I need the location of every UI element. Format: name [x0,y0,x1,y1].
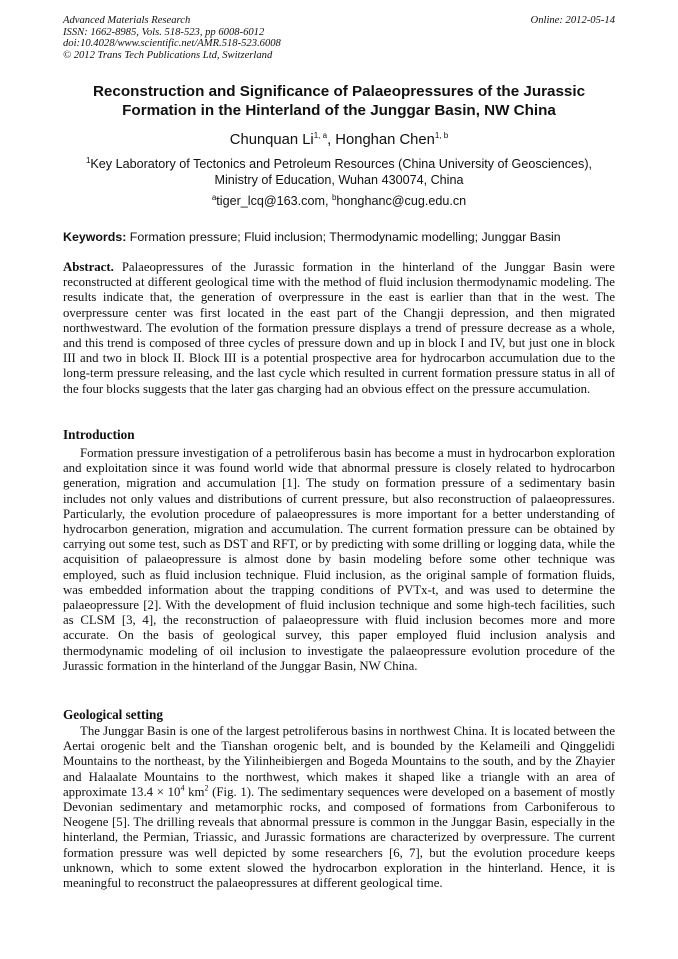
author-name: Honghan Chen [335,132,435,148]
abstract-label: Abstract. [63,260,114,274]
section-heading-introduction: Introduction [63,427,135,442]
geological-setting-paragraph [63,724,615,891]
journal-name: Advanced Materials Research [63,15,191,26]
abstract-text: Palaeopressures of the Jurassic formation in the hinterland of the Junggar Basin were reconstructed at different geological time with the method of fluid inclusion thermodynamic modeling. The results indicate that, the generation of overpressure in the east is earlier than that in the west. The overpressure center was first located in the east part of the Changji depression, and then migrated northwestward. The evolution of the formation pressure displays a trend of pressure decrease as a whole, and this trend is composed of three cycles of pressure down and up in block I and IV, but just one in block III and two in block II. Block III is a potential prospective area for hydrocarbon accumulation due to the long-term pressure releasing, and the last cycle which resulted in current formation pressure status in all of the four blocks suggests that the later gas charging had an obvious effect on the pressure accumulation. [63,260,615,396]
keywords [63,229,615,245]
paper-title: Reconstruction and Significance of Palaeopressures of the Jurassic Formation in the Hinterland of the Junggar Basin, NW China [92,83,586,119]
introduction-paragraph: Formation pressure investigation of a petroliferous basin has become a must in hydrocarbon exploration and exploitation since it was found world wide that abnormal pressure is closely related to hydrocarbon generation, migration and accumulation [1]. The study on formation pressure of a sedimentary basin includes not only values and distributions of current pressure, but also reconstruction of palaeopressures. Particularly, the evolution procedure of palaeopressures is more important for a better understanding of hydrocarbon generation, migration and accumulation. The current formation pressure can be obtained by carrying out some test, such as DST and RFT, or by predicting with some drilling or logging data, while the acquisition of palaeopressure is almost done by basin modeling before some other technique was employed, such as fluid inclusion technique. Fluid inclusion, as the original sample of formation fluids, was embedded information about the trapping conditions of PVTx-t, and was used to determine the palaeopressure [2]. With the development of fluid inclusion technique and some high-tech facilities, such as CLSM [3, 4], the reconstruction of palaeopressure with fluid inclusion becomes more and more accurate. On the basis of geological survey, this paper employed fluid inclusion analysis and thermodynamic modeling of oil inclusion to investigate the palaeopressure evolution procedure of the Jurassic formation in the hinterland of the Junggar Basin, NW China. [63,446,615,673]
section-heading-geological-setting: Geological setting [63,707,163,722]
author-separator: , [327,132,336,148]
email-mark: b [331,192,337,202]
keywords-text: Formation pressure; Fluid inclusion; Thermodynamic modelling; Junggar Basin [126,230,561,244]
author-affil-mark: 1, a [313,131,328,141]
email-link: honghanc@cug.edu.cn [336,194,467,208]
email-mark: a [211,192,217,202]
paragraph-text: (Fig. 1). The sedimentary sequences were developed on a basement of mostly Devonian sedimentary and metamorphic rocks, and composed of formations from Carboniferous to Neogene [5]. The drilling reveals that abnormal pressure is common in the Junggar Basin, especially in the hinterland, the Permian, Triassic, and Jurassic formations are characterized by overpressure. The current formation pressure was well depicted by some researchers [6, 7], but the evolution procedure keeps unknown, which to some extent slowed the hydrocarbon exploration in the hinterland. Hence, it is meaningful to reconstruct the palaeopressures at different geological time. [63,784,615,891]
journal-header [63,15,615,61]
paragraph-text: km [184,784,205,799]
author-emails [63,194,615,208]
keywords-label: Keywords: [63,230,127,244]
issn-line: ISSN: 1662-8985, Vols. 518-523, pp 6008-6012 [63,26,265,38]
superscript: 4 [180,783,185,793]
copyright-line: © 2012 Trans Tech Publications Ltd, Switzerland [63,49,273,61]
affiliation [63,156,615,188]
superscript: 2 [204,783,209,793]
paragraph-text: The Junggar Basin is one of the largest petroliferous basins in northwest China. It is located between the Aertai orogenic belt and the Tianshan orogenic belt, and is bounded by the Kelameili and Qinggelidi Mountains to the northeast, by the Yilinheibiergen and Bogeda Mountains to the south, and by the Zhayier and Halaalate Mountains to the northwest, which makes it shaped like a triangle with an area of approximate 13.4 × 10 [63,724,615,799]
doi-line: doi:10.4028/www.scientific.net/AMR.518-523.6008 [63,38,281,50]
affiliation-text: Key Laboratory of Tectonics and Petroleum Resources (China University of Geosciences), Ministry of Education, Wuhan 430074, China [90,157,593,187]
email-link: tiger_lcq@163.com, [216,194,332,208]
affiliation-mark: 1 [85,155,91,165]
author-name: Chunquan Li [229,132,314,148]
abstract [63,260,615,397]
author-list [63,131,615,149]
online-date: Online: 2012-05-14 [530,15,615,26]
author-affil-mark: 1, b [434,131,449,141]
